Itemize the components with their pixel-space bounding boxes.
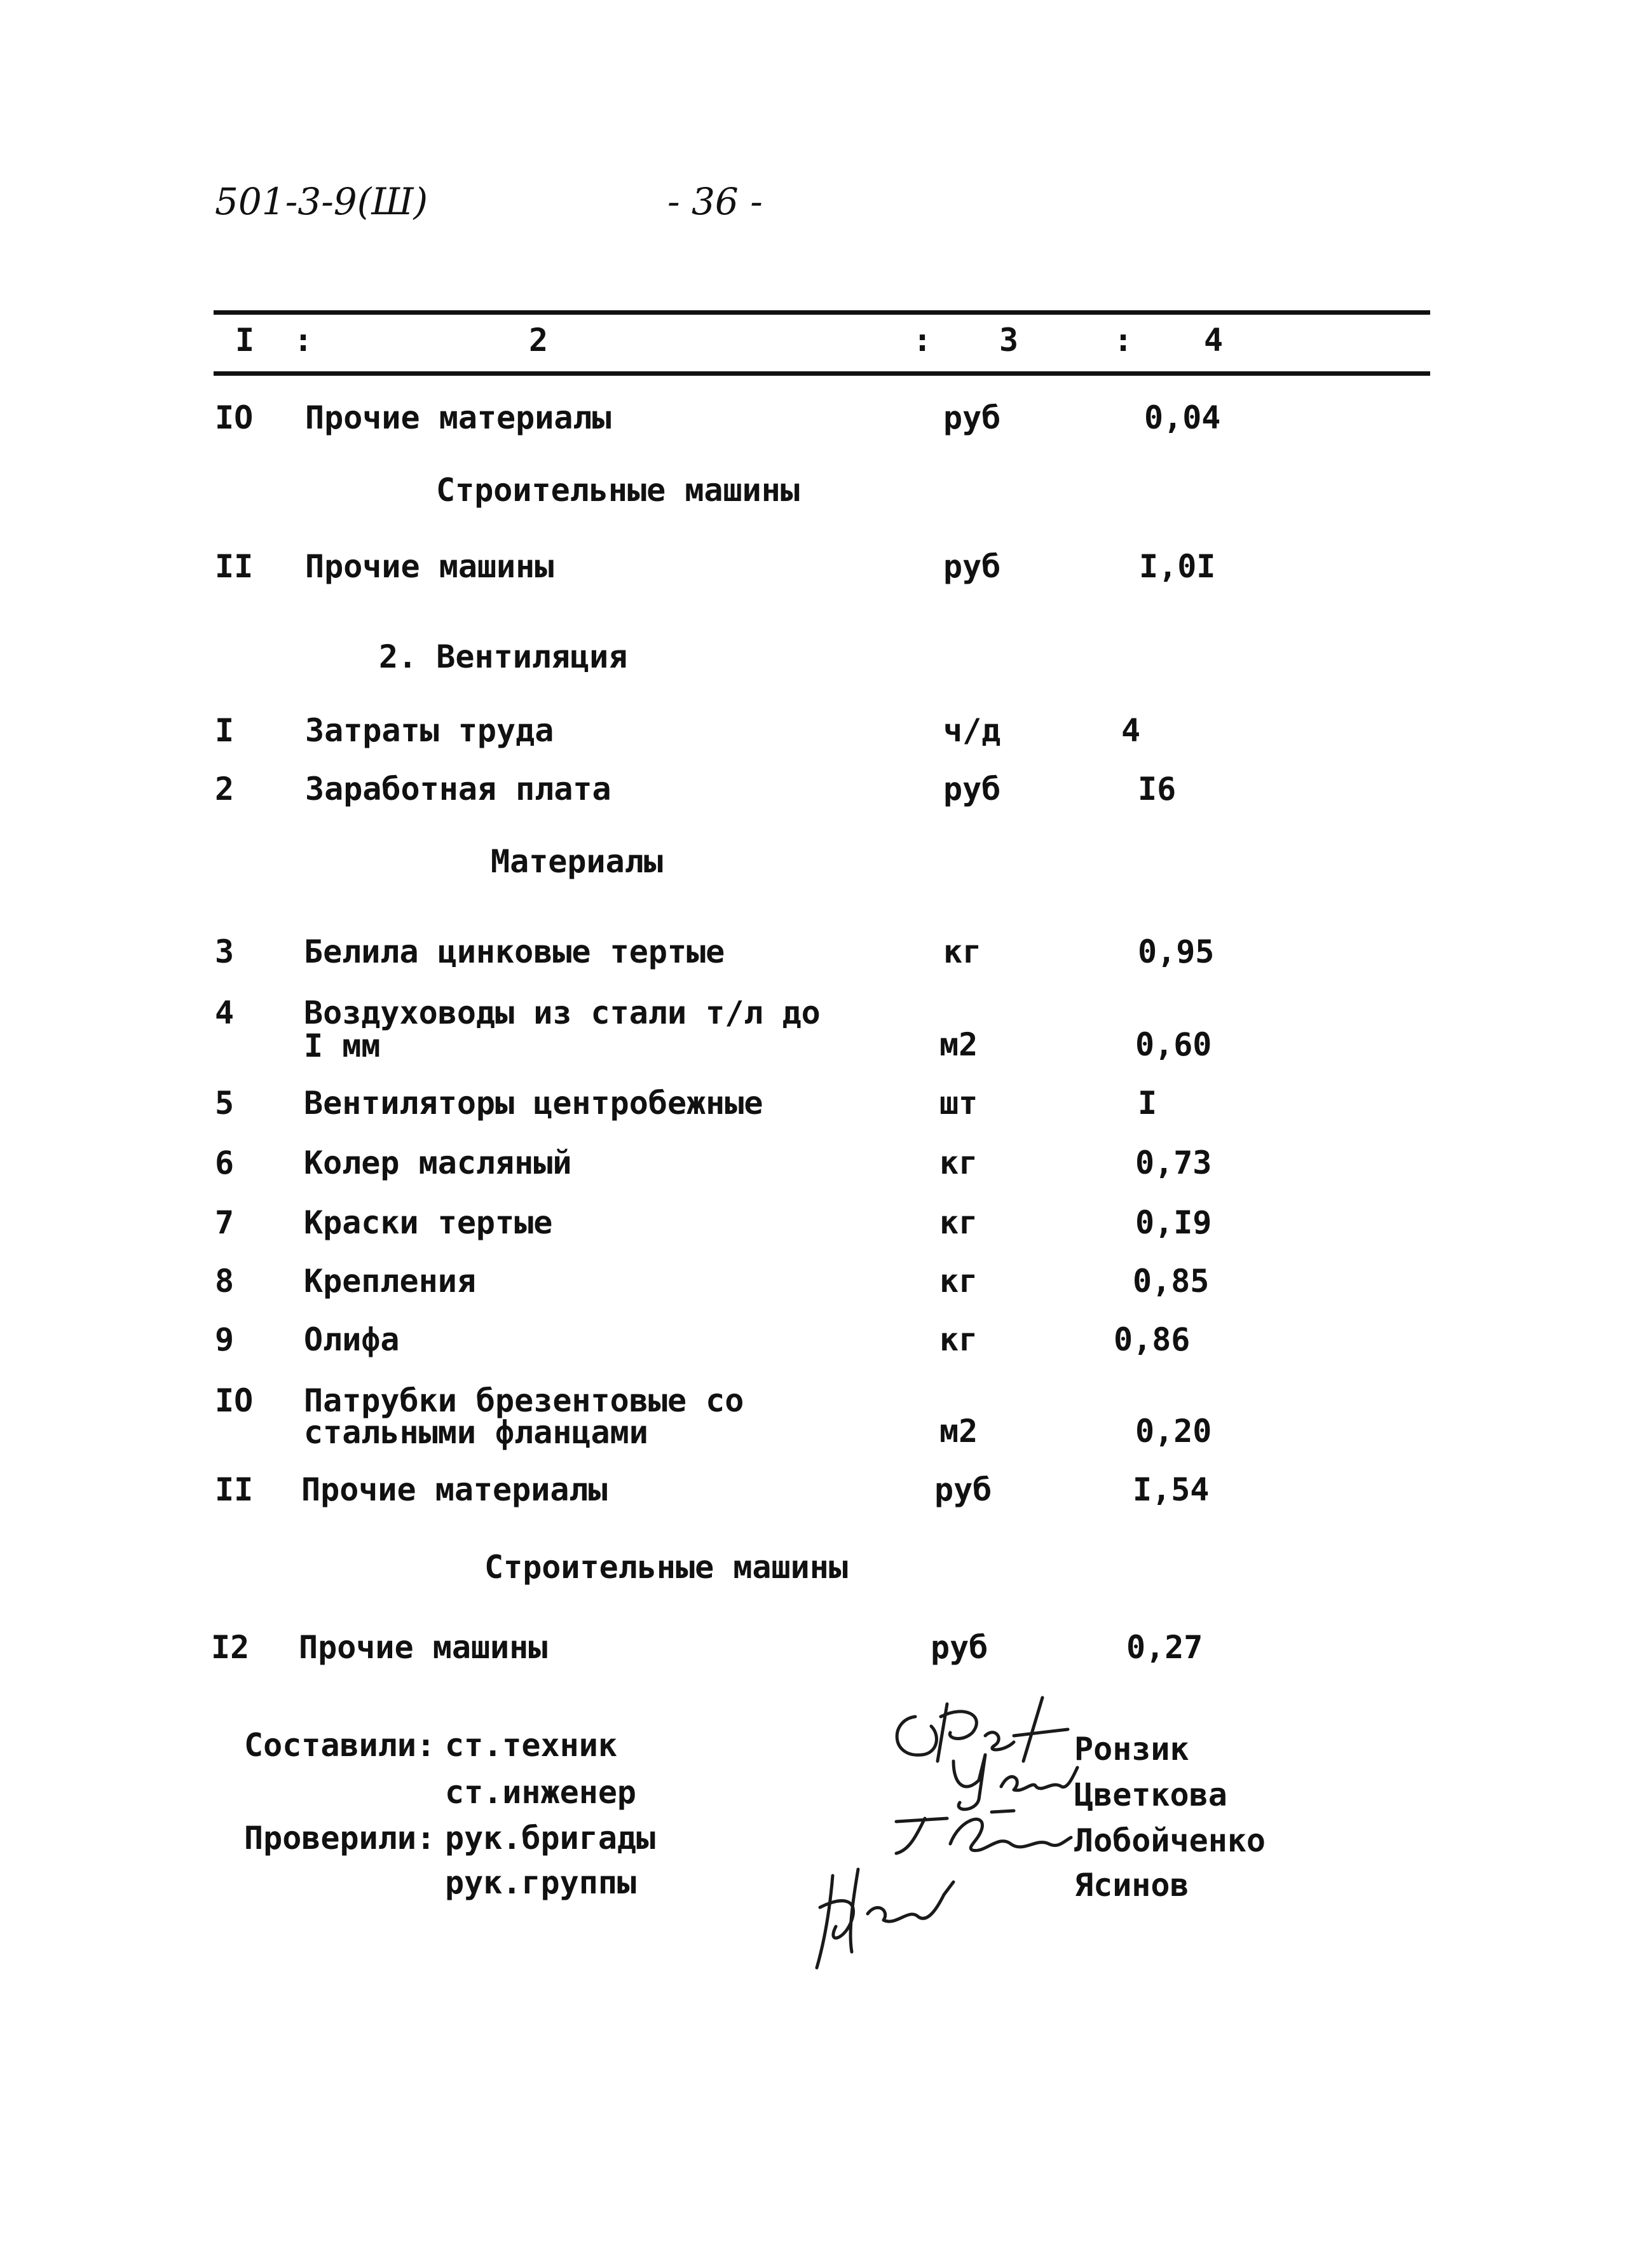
- row-number: I2: [211, 1629, 250, 1666]
- row-name: Краски тертые: [304, 1204, 553, 1241]
- row-value: 0,85: [1133, 1263, 1210, 1300]
- signatory-name: Ронзик: [1074, 1731, 1189, 1768]
- row-name: Вентиляторы центробежные: [304, 1085, 763, 1122]
- row-name: Затраты труда: [305, 712, 554, 749]
- row-value: I,54: [1133, 1471, 1210, 1508]
- row-unit: кг: [939, 1263, 978, 1300]
- row-name: Белила цинковые тертые: [304, 933, 725, 970]
- row-unit: кг: [939, 1204, 978, 1241]
- row-number: 4: [215, 994, 235, 1031]
- signatory-name: Лобойченко: [1074, 1822, 1266, 1859]
- row-name: Колер масляный: [304, 1144, 572, 1181]
- row-number: II: [215, 1471, 254, 1508]
- row-unit: кг: [939, 1321, 978, 1358]
- row-value: I: [1138, 1085, 1157, 1122]
- row-unit: руб: [931, 1629, 988, 1666]
- row-value: 0,95: [1138, 933, 1215, 970]
- document-code-suffix: (Ш): [357, 180, 428, 223]
- row-unit: руб: [943, 399, 1001, 436]
- row-name: Крепления: [304, 1263, 476, 1300]
- row-number: 5: [215, 1085, 235, 1122]
- section-heading: Строительные машины: [484, 1549, 848, 1586]
- signatory-name: Ясинов: [1074, 1867, 1189, 1904]
- role-senior-engineer: ст.инженер: [445, 1774, 637, 1811]
- role-brigade-head: рук.бригады: [445, 1820, 656, 1857]
- column-separator: :: [913, 322, 932, 359]
- row-value: 0,I9: [1135, 1204, 1212, 1241]
- row-name: Прочие материалы: [301, 1471, 608, 1508]
- row-unit: м2: [939, 1413, 978, 1450]
- signature-4: [807, 1857, 960, 1977]
- row-number: 8: [215, 1263, 235, 1300]
- column-separator: :: [294, 322, 313, 359]
- row-number: I: [215, 712, 235, 749]
- section-heading: Строительные машины: [436, 472, 800, 509]
- row-name-continued: стальными фланцами: [304, 1414, 648, 1451]
- row-number: 3: [215, 933, 235, 970]
- row-number: 9: [215, 1321, 235, 1358]
- row-name: Олифа: [304, 1321, 400, 1358]
- document-code: [215, 180, 428, 223]
- table-top-rule: [214, 310, 1430, 315]
- row-value: 0,86: [1114, 1321, 1191, 1358]
- signatory-name: Цветкова: [1074, 1776, 1227, 1813]
- table-header-rule: [214, 371, 1430, 376]
- row-name: Воздуховоды из стали т/л до: [304, 994, 821, 1031]
- row-unit: руб: [943, 771, 1001, 807]
- row-value: 0,27: [1126, 1629, 1203, 1666]
- row-value: 0,20: [1135, 1413, 1212, 1450]
- row-unit: руб: [943, 548, 1001, 585]
- row-unit: м2: [939, 1026, 978, 1063]
- row-value: I6: [1138, 771, 1177, 807]
- section-heading: 2. Вентиляция: [379, 638, 628, 675]
- row-number: II: [215, 548, 254, 585]
- role-group-head: рук.группы: [445, 1864, 637, 1901]
- row-value: 0,60: [1135, 1026, 1212, 1063]
- row-number: 6: [215, 1144, 235, 1181]
- row-unit: руб: [934, 1471, 992, 1508]
- column-header-4: 4: [1204, 322, 1224, 359]
- row-value: 0,73: [1135, 1144, 1212, 1181]
- row-name: Прочие материалы: [305, 399, 611, 436]
- row-number: 7: [215, 1204, 235, 1241]
- row-value: 0,04: [1144, 399, 1221, 436]
- row-unit: кг: [939, 1144, 978, 1181]
- document-code-number: 501-3-9: [215, 180, 357, 223]
- row-unit: кг: [943, 933, 982, 970]
- page-number: - 36 -: [667, 180, 763, 223]
- row-name: Патрубки брезентовые со: [304, 1382, 744, 1419]
- column-header-3: 3: [999, 322, 1019, 359]
- row-number: IO: [215, 399, 254, 436]
- row-name: Прочие машины: [299, 1629, 548, 1666]
- role-senior-technician: ст.техник: [445, 1727, 617, 1764]
- section-heading: Материалы: [491, 843, 663, 880]
- row-unit: ч/д: [943, 712, 1001, 749]
- row-name: Прочие машины: [305, 548, 554, 585]
- row-unit: шт: [939, 1085, 978, 1122]
- row-value: 4: [1121, 712, 1141, 749]
- compiled-label: Составили:: [244, 1727, 436, 1764]
- row-number: IO: [215, 1382, 254, 1419]
- row-value: I,0I: [1139, 548, 1216, 585]
- column-header-1: I: [235, 322, 255, 359]
- row-number: 2: [215, 771, 235, 807]
- checked-label: Проверили:: [244, 1820, 436, 1857]
- column-separator: :: [1114, 322, 1133, 359]
- row-name-continued: I мм: [304, 1027, 381, 1064]
- row-name: Заработная плата: [305, 771, 611, 807]
- column-header-2: 2: [529, 322, 549, 359]
